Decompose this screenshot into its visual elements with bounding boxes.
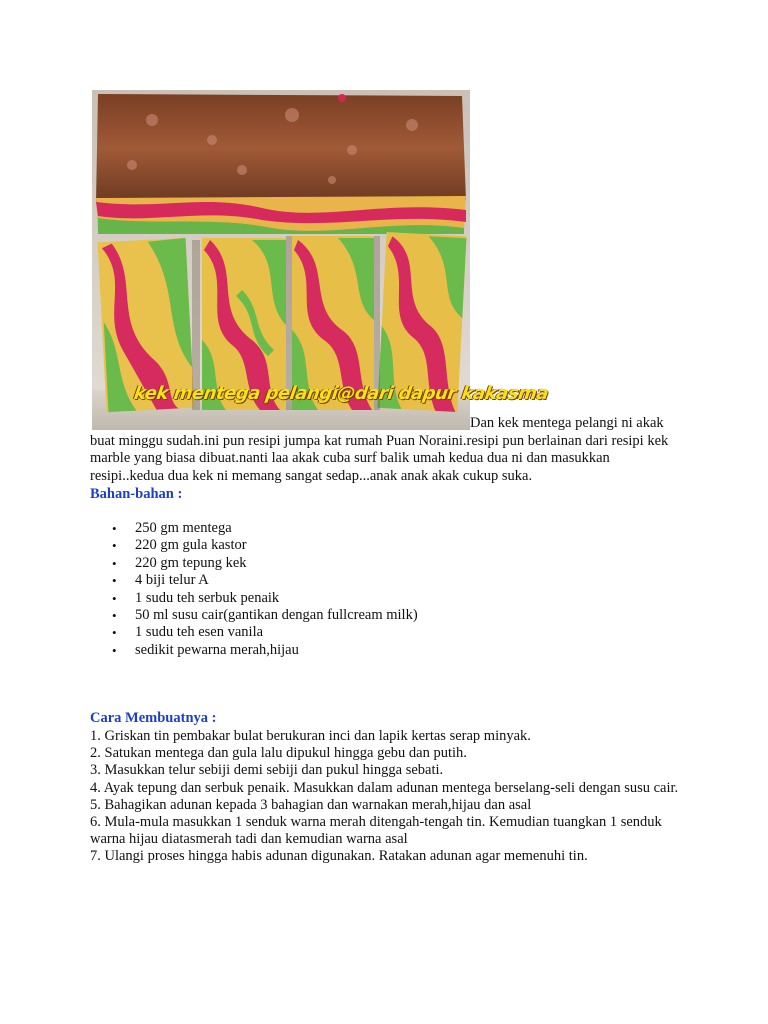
step-item: 5. Bahagikan adunan kepada 3 bahagian dan warnakan merah,hijau dan asal	[90, 796, 532, 813]
step-item: 4. Ayak tepung dan serbuk penaik. Masukkan dalam adunan mentega berselang-seli dengan susu cair.	[90, 779, 679, 796]
ingredients-list	[112, 520, 418, 659]
method-heading: Cara Membuatnya :	[90, 710, 217, 726]
cake-image	[92, 90, 470, 430]
intro-text: Dan kek mentega pelangi ni akak buat minggu sudah.ini pun resipi jumpa kat rumah Puan Noraini.resipi pun berlainan dari resipi kek marble yang biasa dibuat.nanti laa akak cuba surf balik umah kedua dua ni dan masukkan resipi..kedua dua kek ni memang sangat sedap...anak anak akak cukup suka.	[90, 415, 669, 484]
list-item: • 1 sudu teh serbuk penaik	[112, 590, 418, 607]
list-item: • 250 gm mentega	[112, 520, 418, 537]
cake-photo	[92, 90, 550, 430]
step-item: 1. Griskan tin pembakar bulat berukuran inci dan lapik kertas serap minyak.	[90, 728, 531, 744]
list-item: • sedikit pewarna merah,hijau	[112, 642, 418, 659]
step-item: 7. Ulangi proses hingga habis adunan digunakan. Ratakan adunan agar memenuhi tin.	[90, 848, 588, 865]
list-item: • 220 gm tepung kek	[112, 555, 418, 572]
list-item: • 50 ml susu cair(gantikan dengan fullcream milk)	[112, 607, 418, 624]
list-item: • 1 sudu teh esen vanila	[112, 624, 418, 641]
method-steps	[90, 728, 682, 866]
photo-caption: kek mentega pelangi@dari dapur kakasma	[132, 383, 550, 404]
image-inline-space	[90, 426, 470, 427]
list-item: • 220 gm gula kastor	[112, 537, 418, 554]
step-item: 3. Masukkan telur sebiji demi sebiji dan pukul hingga sebati.	[90, 762, 444, 779]
list-item: • 4 biji telur A	[112, 572, 418, 589]
step-item: 6. Mula-mula masukkan 1 senduk warna merah ditengah-tengah tin. Kemudian tuangkan 1 senduk warna hijau diatasmerah tadi dan kemudian warna asal	[90, 814, 662, 848]
step-item: 2. Satukan mentega dan gula lalu dipukul hingga gebu dan putih.	[90, 745, 467, 762]
ingredients-heading: Bahan-bahan :	[90, 486, 183, 502]
intro-paragraph	[90, 415, 680, 485]
